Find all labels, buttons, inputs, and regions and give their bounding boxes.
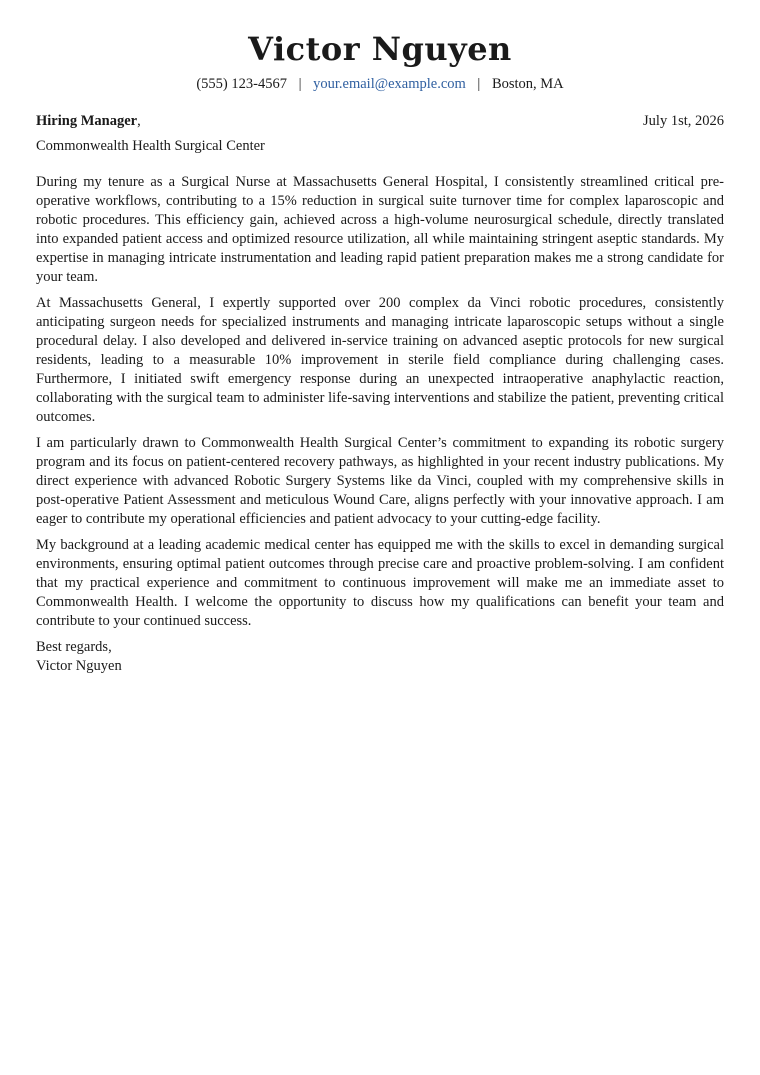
company-name: Commonwealth Health Surgical Center <box>36 138 265 154</box>
closing-block <box>36 638 724 676</box>
contact-separator: | <box>298 76 302 92</box>
applicant-name: Victor Nguyen <box>248 30 512 68</box>
phone-number: (555) 123-4567 <box>196 76 287 92</box>
letter-meta <box>36 112 724 131</box>
letter-body <box>36 112 724 676</box>
contact-line <box>36 74 724 94</box>
paragraph-2: At Massachusetts General, I expertly supported over 200 complex da Vinci robotic procedures, consistently anticipating surgeon needs for specialized instruments and managing intricate laparoscopic setups without a single procedural delay. I also developed and delivered in-service training on advanced aseptic protocols for new surgical residents, leading to a measurable 10% improvement in sterile field compliance during challenging cases. Furthermore, I initiated swift emergency response during an unexpected intraoperative anaphylactic reaction, collaborating with the surgical team to administer life-saving interventions and stabilize the patient, preventing critical outcomes. <box>36 295 724 425</box>
paragraph-3: I am particularly drawn to Commonwealth Health Surgical Center’s commitment to expanding its robotic surgery program and its focus on patient-centered recovery pathways, as highlighted in your recent industry publications. My direct experience with advanced Robotic Surgery Systems like da Vinci, coupled with my comprehensive skills in post-operative Patient Assessment and meticulous Wound Care, aligns perfectly with your innovative approach. I am eager to contribute my operational efficiencies and patient advocacy to your cutting-edge facility. <box>36 435 724 527</box>
email-link[interactable]: your.email@example.com <box>313 76 466 92</box>
signature-name: Victor Nguyen <box>36 658 122 674</box>
letter-date: July 1st, 2026 <box>643 113 724 129</box>
paragraph-1: During my tenure as a Surgical Nurse at Massachusetts General Hospital, I consistently streamlined critical pre-operative workflows, contributing to a 15% reduction in surgical suite turnover time for complex laparoscopic and robotic procedures. This efficiency gain, achieved across a high-volume neurosurgical schedule, directly translated into expanded patient access and optimized resource utilization, all while maintaining stringent aseptic standards. My expertise in managing intricate instrumentation and leading rapid patient preparation makes me a strong candidate for your team. <box>36 174 724 285</box>
paragraph-4: My background at a leading academic medical center has equipped me with the skills to excel in demanding surgical environments, ensuring optimal patient outcomes through precise care and proactive problem-solving. I am confident that my practical experience and commitment to continuous improvement will make me an immediate asset to Commonwealth Health. I welcome the opportunity to discuss how my qualifications can benefit your team and contribute to your continued success. <box>36 537 724 629</box>
recipient-punctuation: , <box>137 113 141 129</box>
location: Boston, MA <box>491 76 564 92</box>
contact-separator: | <box>477 76 481 92</box>
recipient-title: Hiring Manager <box>36 113 138 129</box>
closing-phrase: Best regards, <box>36 639 112 655</box>
recipient <box>36 112 141 131</box>
